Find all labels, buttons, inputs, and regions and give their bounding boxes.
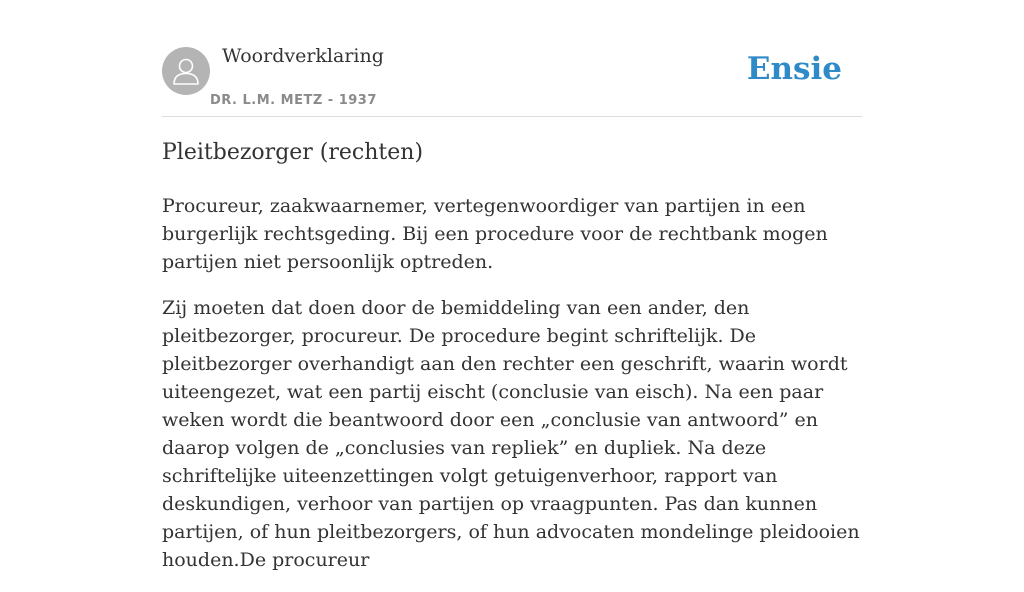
entry-paragraph: Procureur, zaakwaarnemer, vertegenwoordiger van partijen in een burgerlijk rechtsgeding. Bij een procedure voor de rechtbank mogen partijen niet persoonlijk optreden. — [162, 195, 828, 273]
entry-paragraph: Zij moeten dat doen door de bemiddeling van een ander, den pleitbezorger, procureur. De procedure begint schriftelijk. De pleitbezorger overhandigt aan den rechter een geschrift, waarin wordt uiteengezet, wat een partij eischt (conclusie van eisch). Na een paar weken wordt die beantwoord door een „conclusie van antwoord” en daarop volgen de „conclusies van repliek” en dupliek. Na deze schriftelijke uiteenzettingen volgt getuigenverhoor, rapport van deskundigen, verhoor van partijen op vraagpunten. Pas dan kunnen partijen, of hun pleitbezorgers, of hun advocaten mondelinge pleidooien houden.De procureur — [162, 297, 860, 571]
entry-content — [162, 192, 867, 592]
author-meta: DR. L.M. METZ - 1937 — [210, 93, 377, 108]
source-title-link[interactable]: Woordverklaring — [222, 45, 384, 67]
header — [162, 0, 862, 117]
avatar[interactable] — [162, 47, 210, 95]
ensie-logo-link[interactable]: Ensie — [746, 51, 842, 87]
entry-title: Pleitbezorger (rechten) — [162, 140, 424, 165]
user-icon — [162, 47, 210, 95]
